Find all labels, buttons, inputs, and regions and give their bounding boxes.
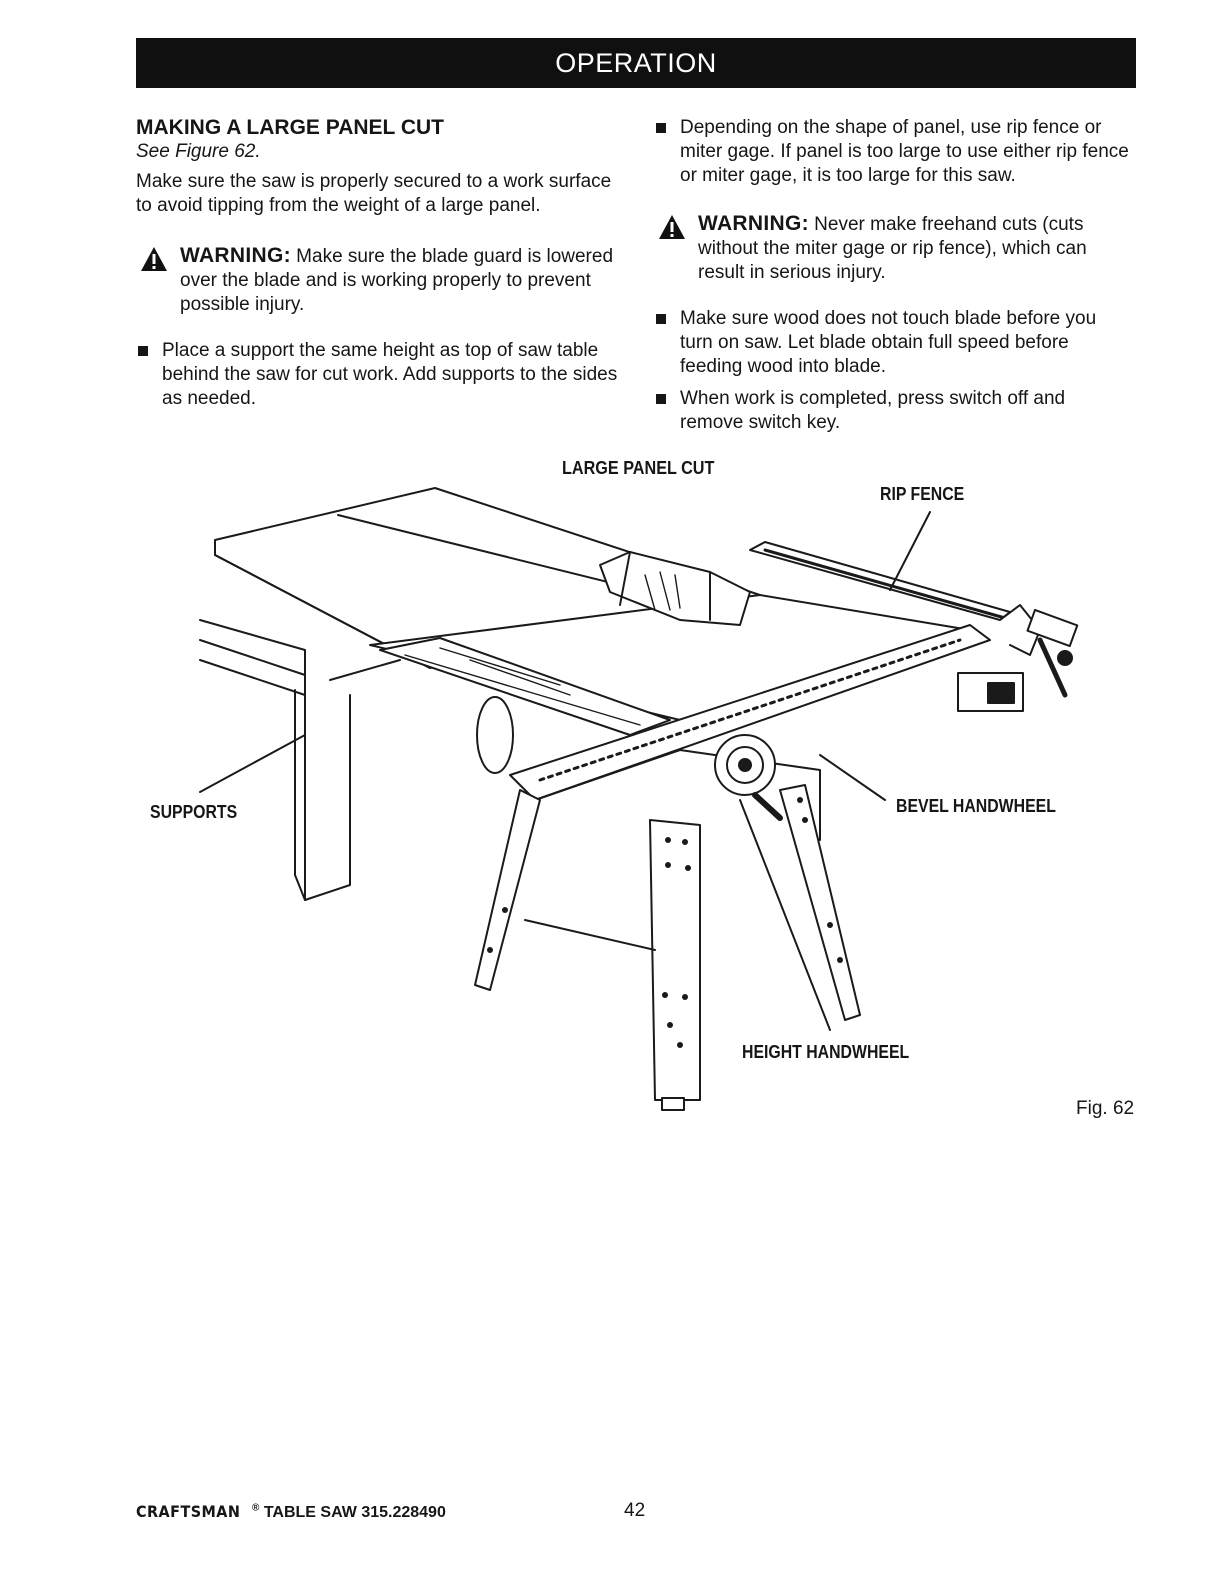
section-header <box>136 38 1136 88</box>
bullet-square-icon <box>656 123 666 133</box>
callout-height-handwheel: HEIGHT HANDWHEEL <box>742 1042 910 1062</box>
list-item: When work is completed, press switch off and remove switch key. <box>654 387 1132 435</box>
left-column <box>136 116 620 411</box>
warning-text: Make sure the blade guard is lowered over the blade and is working properly to prevent possible injury. <box>180 246 614 315</box>
right-column <box>654 116 1132 435</box>
warning-block-left <box>136 244 620 317</box>
list-item: Depending on the shape of panel, use rip fence or miter gage. If panel is too large to use either rip fence or miter gage, it is too large for this saw. <box>654 116 1132 188</box>
warning-triangle-icon <box>140 246 168 272</box>
rip-fence-leader <box>890 512 930 590</box>
warning-triangle-icon <box>658 214 686 240</box>
support-stand <box>200 620 350 900</box>
list-item: Make sure wood does not touch blade before you turn on saw. Let blade obtain full speed before feeding wood into blade. <box>654 307 1132 379</box>
craftsman-logo: CRAFTSMAN <box>136 1502 241 1521</box>
list-item: Place a support the same height as top of saw table behind the saw for cut work. Add supports to the sides as needed. <box>136 339 620 411</box>
section-title: OPERATION <box>555 48 717 78</box>
bullet-square-icon <box>138 346 148 356</box>
figure-title: LARGE PANEL CUT <box>562 458 715 478</box>
warning-block-right <box>654 212 1132 285</box>
warning-label: WARNING: <box>180 244 291 267</box>
leg <box>475 790 540 990</box>
page-number: 42 <box>624 1500 646 1521</box>
bevel-handwheel-leader <box>820 755 885 800</box>
callout-rip-fence: RIP FENCE <box>880 484 965 504</box>
bullet-square-icon <box>656 314 666 324</box>
warning-label: WARNING: <box>698 212 809 235</box>
callout-supports: SUPPORTS <box>150 802 238 822</box>
section-heading: MAKING A LARGE PANEL CUT <box>136 116 444 139</box>
footer-brand: CRAFTSMAN ® TABLE SAW 315.228490 <box>136 1502 446 1521</box>
figure-number: Fig. 62 <box>1076 1098 1135 1119</box>
warning-text: Never make freehand cuts (cuts without the miter gage or rip fence), which can result in serious injury. <box>698 214 1087 283</box>
supports-leader <box>200 735 305 792</box>
leg <box>650 820 700 1100</box>
bullet-square-icon <box>656 394 666 404</box>
intro-paragraph: Make sure the saw is properly secured to a work surface to avoid tipping from the weight of a large panel. <box>136 171 612 216</box>
figure-reference: See Figure 62. <box>136 141 261 162</box>
product-model: TABLE SAW 315.228490 <box>259 1504 446 1521</box>
callout-bevel-handwheel: BEVEL HANDWHEEL <box>896 796 1056 816</box>
stretchers <box>525 920 655 950</box>
